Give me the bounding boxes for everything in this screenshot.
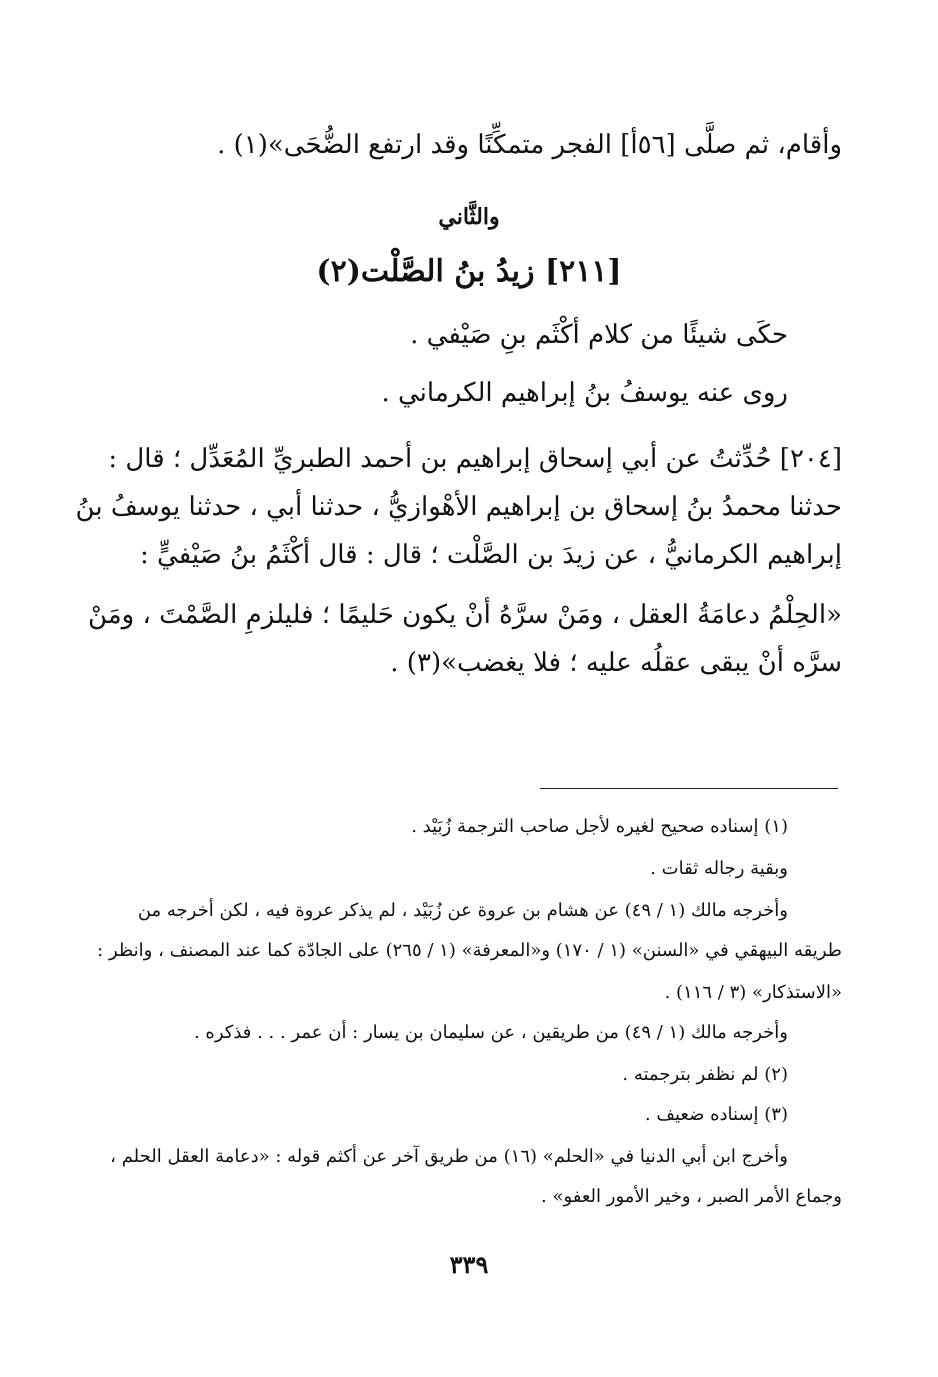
footnote-1-cont-5: وأخرجه مالك (١ / ٤٩) من طريقين ، عن سليمان بن يسار : أن عمر . . . فذكره . xyxy=(193,1022,788,1043)
footnote-1-cont-1: وبقية رجاله ثقات . xyxy=(650,858,788,879)
entry-description-2: روى عنه يوسفُ بنُ إبراهيم الكرماني . xyxy=(381,378,788,408)
page-number: ٣٣٩ xyxy=(449,1250,489,1279)
body-line-1: وأقام، ثم صلَّى [٥٦أ] الفجر متمكِّنًا وقد ارتفع الضُّحَى»(١) . xyxy=(217,130,842,160)
hadith-line-2: حدثنا محمدُ بنُ إسحاق بن إبراهيم الأهْوازيُّ ، حدثنا أبي ، حدثنا يوسفُ بنُ xyxy=(75,492,842,522)
entry-title: [٢١١] زيدُ بنُ الصَّلْت(٢) xyxy=(316,254,622,289)
quote-line-2: سرَّه أنْ يبقى عقلُه عليه ؛ فلا يغضب»(٣) . xyxy=(390,648,842,678)
footnote-1: (١) إسناده صحيح لغيره لأجل صاحب الترجمة زُبَيْد . xyxy=(411,816,788,837)
footnote-separator xyxy=(540,788,838,789)
hadith-line-3: إبراهيم الكرمانيُّ ، عن زيدَ بن الصَّلْت ؛ قال : قال أكْثَمُ بنُ صَيْفيٍّ : xyxy=(140,540,842,570)
footnote-3: (٣) إسناده ضعيف . xyxy=(644,1104,788,1125)
footnote-3-cont-1: وأخرج ابن أبي الدنيا في «الحلم» (١٦) من طريق آخر عن أكثم قوله : «دعامة العقل الحلم ، xyxy=(110,1146,788,1167)
footnote-2: (٢) لم نظفر بترجمته . xyxy=(622,1064,788,1085)
footnote-1-cont-2: وأخرجه مالك (١ / ٤٩) عن هشام بن عروة عن زُبَيْد ، لم يذكر عروة فيه ، لكن أخرجه من xyxy=(137,900,788,921)
section-label: والثَّاني xyxy=(438,204,500,230)
hadith-line-1: [٢٠٤] حُدِّثتُ عن أبي إسحاق إبراهيم بن أحمد الطبريِّ المُعَدِّل ؛ قال : xyxy=(108,444,842,474)
quote-line-1: «الحِلْمُ دعامَةُ العقل ، ومَنْ سرَّهُ أنْ يكون حَليمًا ؛ فليلزمِ الصَّمْتَ ، ومَنْ xyxy=(87,600,842,630)
footnote-1-cont-3: طريقه البيهقي في «السنن» (١ / ١٧٠) و«المعرفة» (١ / ٢٦٥) على الجادّة كما عند المصنف ، وانظر : xyxy=(97,940,842,961)
entry-description-1: حكَى شيئًا من كلام أكْثَم بنِ صَيْفي . xyxy=(410,320,788,350)
footnote-1-cont-4: «الاستذكار» (٣ / ١١٦) . xyxy=(664,982,842,1003)
footnote-3-cont-2: وجماع الأمر الصبر ، وخير الأمور العفو» . xyxy=(541,1186,842,1207)
